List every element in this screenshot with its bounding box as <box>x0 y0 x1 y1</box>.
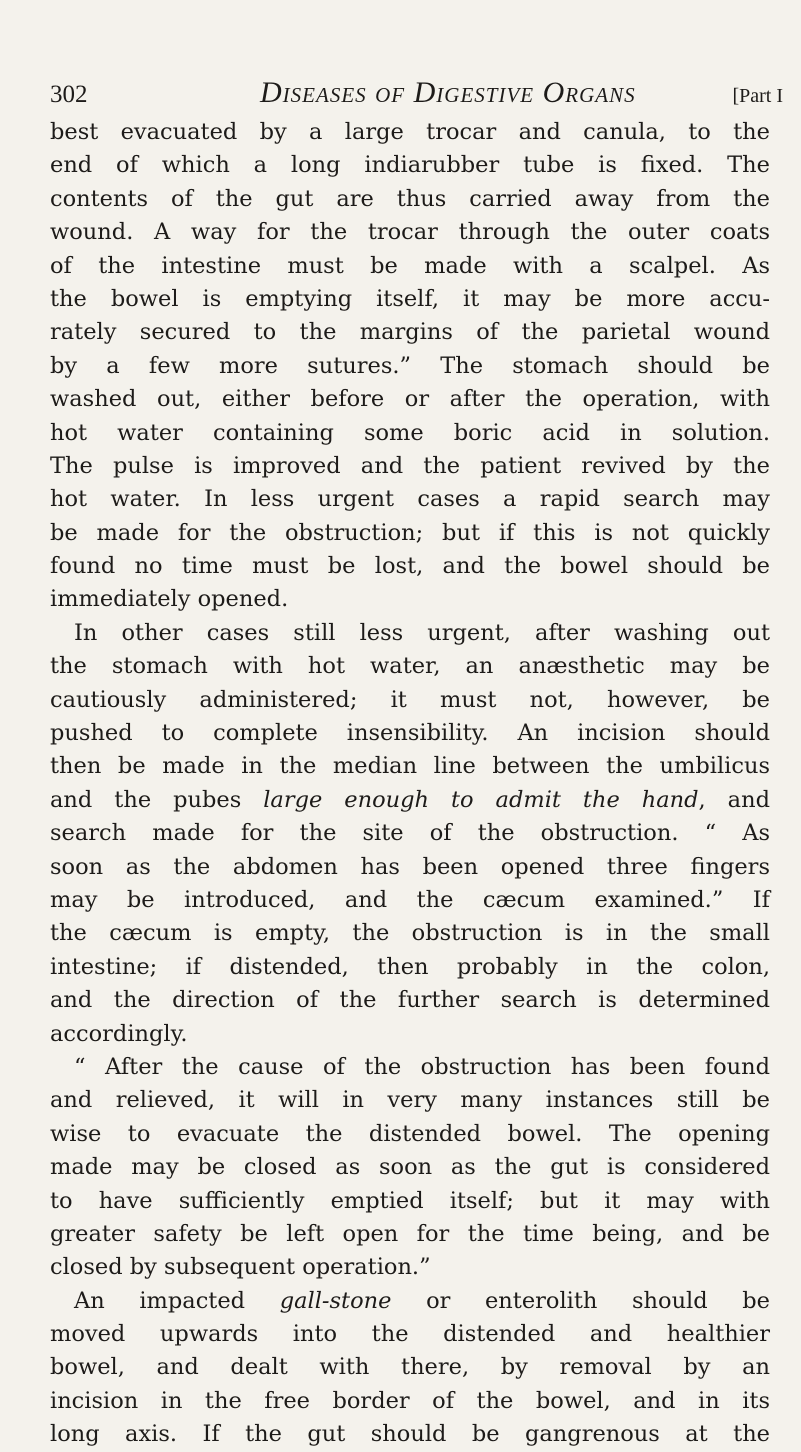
text-segment: or enterolith should be <box>391 1287 770 1314</box>
body-text <box>50 116 770 1452</box>
text-segment: An impacted <box>74 1287 280 1314</box>
part-label: [Part I <box>732 85 783 107</box>
running-title: Diseases of Digestive Organs <box>260 76 636 109</box>
text-line: long axis. If the gut should be gangrenous at the <box>50 1421 770 1448</box>
text-line: search made for the site of the obstruction. “ As <box>50 820 770 847</box>
running-header <box>50 76 783 112</box>
text-line: end of which a long indiarubber tube is fixed. The <box>50 152 770 179</box>
text-line: In other cases still less urgent, after washing out <box>74 619 770 646</box>
text-segment: , and <box>698 786 770 813</box>
text-line: greater safety be left open for the time being, and be <box>50 1220 770 1247</box>
italic-phrase: large enough to admit the hand <box>263 786 699 813</box>
text-line: to have sufficiently emptied itself; but it may with <box>50 1187 770 1214</box>
text-line: found no time must be lost, and the bowel should be <box>50 553 770 580</box>
text-line: wise to evacuate the distended bowel. The opening <box>50 1120 770 1147</box>
text-line: of the intestine must be made with a scalpel. As <box>50 252 770 279</box>
text-line: and relieved, it will in very many instances still be <box>50 1087 770 1114</box>
text-line: “ After the cause of the obstruction has been found <box>74 1053 770 1080</box>
text-line: cautiously administered; it must not, however, be <box>50 686 770 713</box>
text-line: the stomach with hot water, an anæsthetic may be <box>50 653 770 680</box>
text-line: contents of the gut are thus carried away from the <box>50 185 770 212</box>
text-line: The pulse is improved and the patient revived by the <box>50 452 770 479</box>
text-line: hot water containing some boric acid in solution. <box>50 419 770 446</box>
text-line: rately secured to the margins of the parietal wound <box>50 319 770 346</box>
text-line: bowel, and dealt with there, by removal by an <box>50 1354 770 1381</box>
text-line: intestine; if distended, then probably in the colon, <box>50 953 770 980</box>
text-line: the bowel is emptying itself, it may be more accu- <box>50 285 770 312</box>
text-line: washed out, either before or after the operation, with <box>50 386 770 413</box>
text-line: closed by subsequent operation.” <box>50 1254 431 1281</box>
text-line: made may be closed as soon as the gut is considered <box>50 1154 770 1181</box>
text-line: may be introduced, and the cæcum examined.” If <box>50 886 770 913</box>
text-line: the cæcum is empty, the obstruction is in the small <box>50 920 770 947</box>
text-line: then be made in the median line between the umbilicus <box>50 753 770 780</box>
text-line: soon as the abdomen has been opened three fingers <box>50 853 770 880</box>
text-line: hot water. In less urgent cases a rapid search may <box>50 486 770 513</box>
text-segment: and the pubes <box>50 786 264 813</box>
text-line: pushed to complete insensibility. An incision should <box>50 720 770 747</box>
text-line: best evacuated by a large trocar and canula, to the <box>50 119 770 145</box>
text-line: and the direction of the further search is determined <box>50 987 770 1014</box>
text-line: be made for the obstruction; but if this is not quickly <box>50 519 770 546</box>
page-number: 302 <box>50 81 88 108</box>
text-line: accordingly. <box>50 1020 188 1047</box>
text-line: incision in the free border of the bowel, and in its <box>50 1387 770 1414</box>
text-line <box>50 1285 770 1318</box>
text-line: moved upwards into the distended and healthier <box>50 1321 770 1348</box>
italic-phrase: gall-stone <box>279 1287 392 1314</box>
text-line: wound. A way for the trocar through the outer coats <box>50 219 770 246</box>
text-line <box>50 784 770 817</box>
text-line: by a few more sutures.” The stomach should be <box>50 352 770 379</box>
text-line: immediately opened. <box>50 586 289 613</box>
